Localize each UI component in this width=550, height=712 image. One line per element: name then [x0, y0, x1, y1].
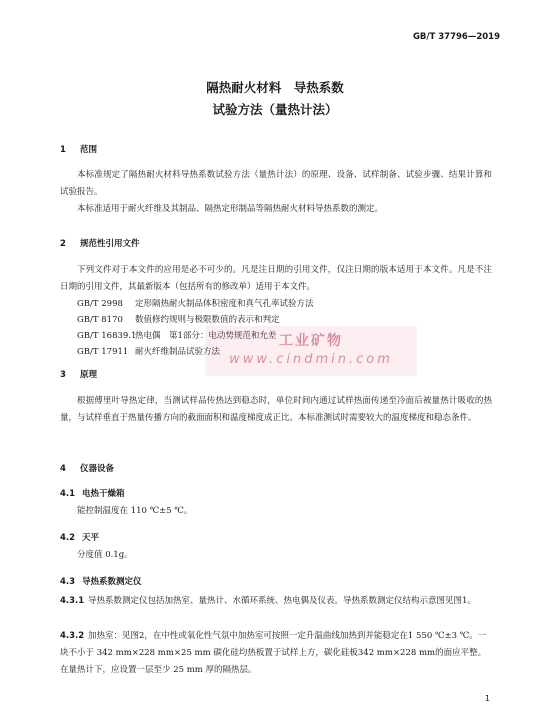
subsection-title: 电热干燥箱	[82, 489, 125, 499]
section-2-heading	[60, 237, 140, 249]
clause-4-3-2	[60, 628, 492, 679]
clause-text: 导热系数测定仪包括加热室、量热计、水循环系统、热电偶及仪表。导热系数测定仪结构示意图见图1。	[88, 596, 476, 606]
section-3-paragraph-1: 根据傅里叶导热定律，当测试样品传热达到稳态时，单位时间内通过试样热面传递至冷面后被量热计吸收的热量，与试样垂直于热量传播方向的截面面积和温度梯度成正比。本标准测试时需要较大的温度梯度和稳态条件。	[60, 396, 492, 423]
subsection-number: 4.1	[60, 489, 76, 499]
document-title-line2: 试验方法（量热计法）	[212, 102, 338, 117]
section-title: 原理	[80, 370, 98, 380]
reference-code: GB/T 2998	[77, 299, 123, 309]
subsection-4-1-text: 能控制温度在 110 ℃±5 ℃。	[77, 506, 193, 516]
reference-code: GB/T 16839.1	[77, 331, 137, 341]
reference-code: GB/T 8170	[77, 315, 123, 325]
section-1-paragraph-1: 本标准规定了隔热耐火材料导热系数试验方法（量热计法）的原理、设备、试样制备、试验步骤、结果计算和试验报告。	[60, 170, 492, 197]
watermark-url: www.cindmin.com	[229, 352, 393, 367]
subsection-number: 4.3	[60, 577, 76, 587]
reference-title: 数值修约规则与极限数值的表示和判定	[135, 315, 280, 325]
clause-number: 4.3.1	[60, 596, 85, 606]
reference-item	[77, 344, 220, 360]
subsection-title: 天平	[82, 533, 100, 543]
document-title-line1: 隔热耐火材料 导热系数	[206, 80, 344, 95]
subsection-4-3-heading	[60, 575, 142, 587]
watermark	[205, 326, 417, 376]
watermark-text: 工业矿物	[279, 333, 343, 349]
section-2-paragraph-1: 下列文件对于本文件的应用是必不可少的。凡是注日期的引用文件，仅注日期的版本适用于本文件。凡是不注日期的引用文件，其最新版本（包括所有的修改单）适用于本文件。	[60, 265, 492, 292]
section-number: 4	[60, 464, 66, 474]
reference-title: 定形隔热耐火制品体积密度和真气孔率试验方法	[135, 299, 314, 309]
reference-title: 热电偶 第1部分：电动势规范和允差	[135, 331, 277, 341]
reference-code: GB/T 17911	[77, 347, 129, 357]
reference-title: 耐火纤维制品试验方法	[135, 347, 221, 357]
section-number: 3	[60, 370, 66, 380]
section-3-heading	[60, 368, 97, 380]
section-title: 范围	[80, 145, 98, 155]
section-number: 1	[60, 145, 66, 155]
section-number: 2	[60, 239, 66, 249]
section-4-heading	[60, 462, 114, 474]
subsection-4-1-heading	[60, 487, 125, 499]
section-title: 仪器设备	[80, 464, 115, 474]
page-number: 1	[484, 694, 490, 703]
section-title: 规范性引用文件	[80, 239, 140, 249]
document-code: GB/T 37796—2019	[412, 32, 500, 42]
section-1-heading	[60, 143, 97, 155]
clause-number: 4.3.2	[60, 631, 85, 641]
subsection-title: 导热系数测定仪	[82, 577, 142, 587]
reference-item	[77, 296, 314, 312]
subsection-4-2-text: 分度值 0.1g。	[77, 550, 133, 560]
clause-4-3-1	[60, 593, 492, 610]
subsection-4-2-heading	[60, 531, 99, 543]
subsection-number: 4.2	[60, 533, 76, 543]
section-1-paragraph-2: 本标准适用于耐火纤维及其制品、隔热定形制品等隔热耐火材料导热系数的测定。	[77, 204, 384, 214]
clause-text: 加热室：见图2，在中性或氧化性气氛中加热室可按照一定升温曲线加热到并能稳定在1 550 ℃±3 ℃。一块不小于 342 mm×228 mm×25 mm 碳化硅均热板置于试样上方，碳化硅板342 mm×228 mm的面应平整。在量热计下，应设置一层至少 25 mm 厚的隔热层。	[60, 631, 487, 675]
